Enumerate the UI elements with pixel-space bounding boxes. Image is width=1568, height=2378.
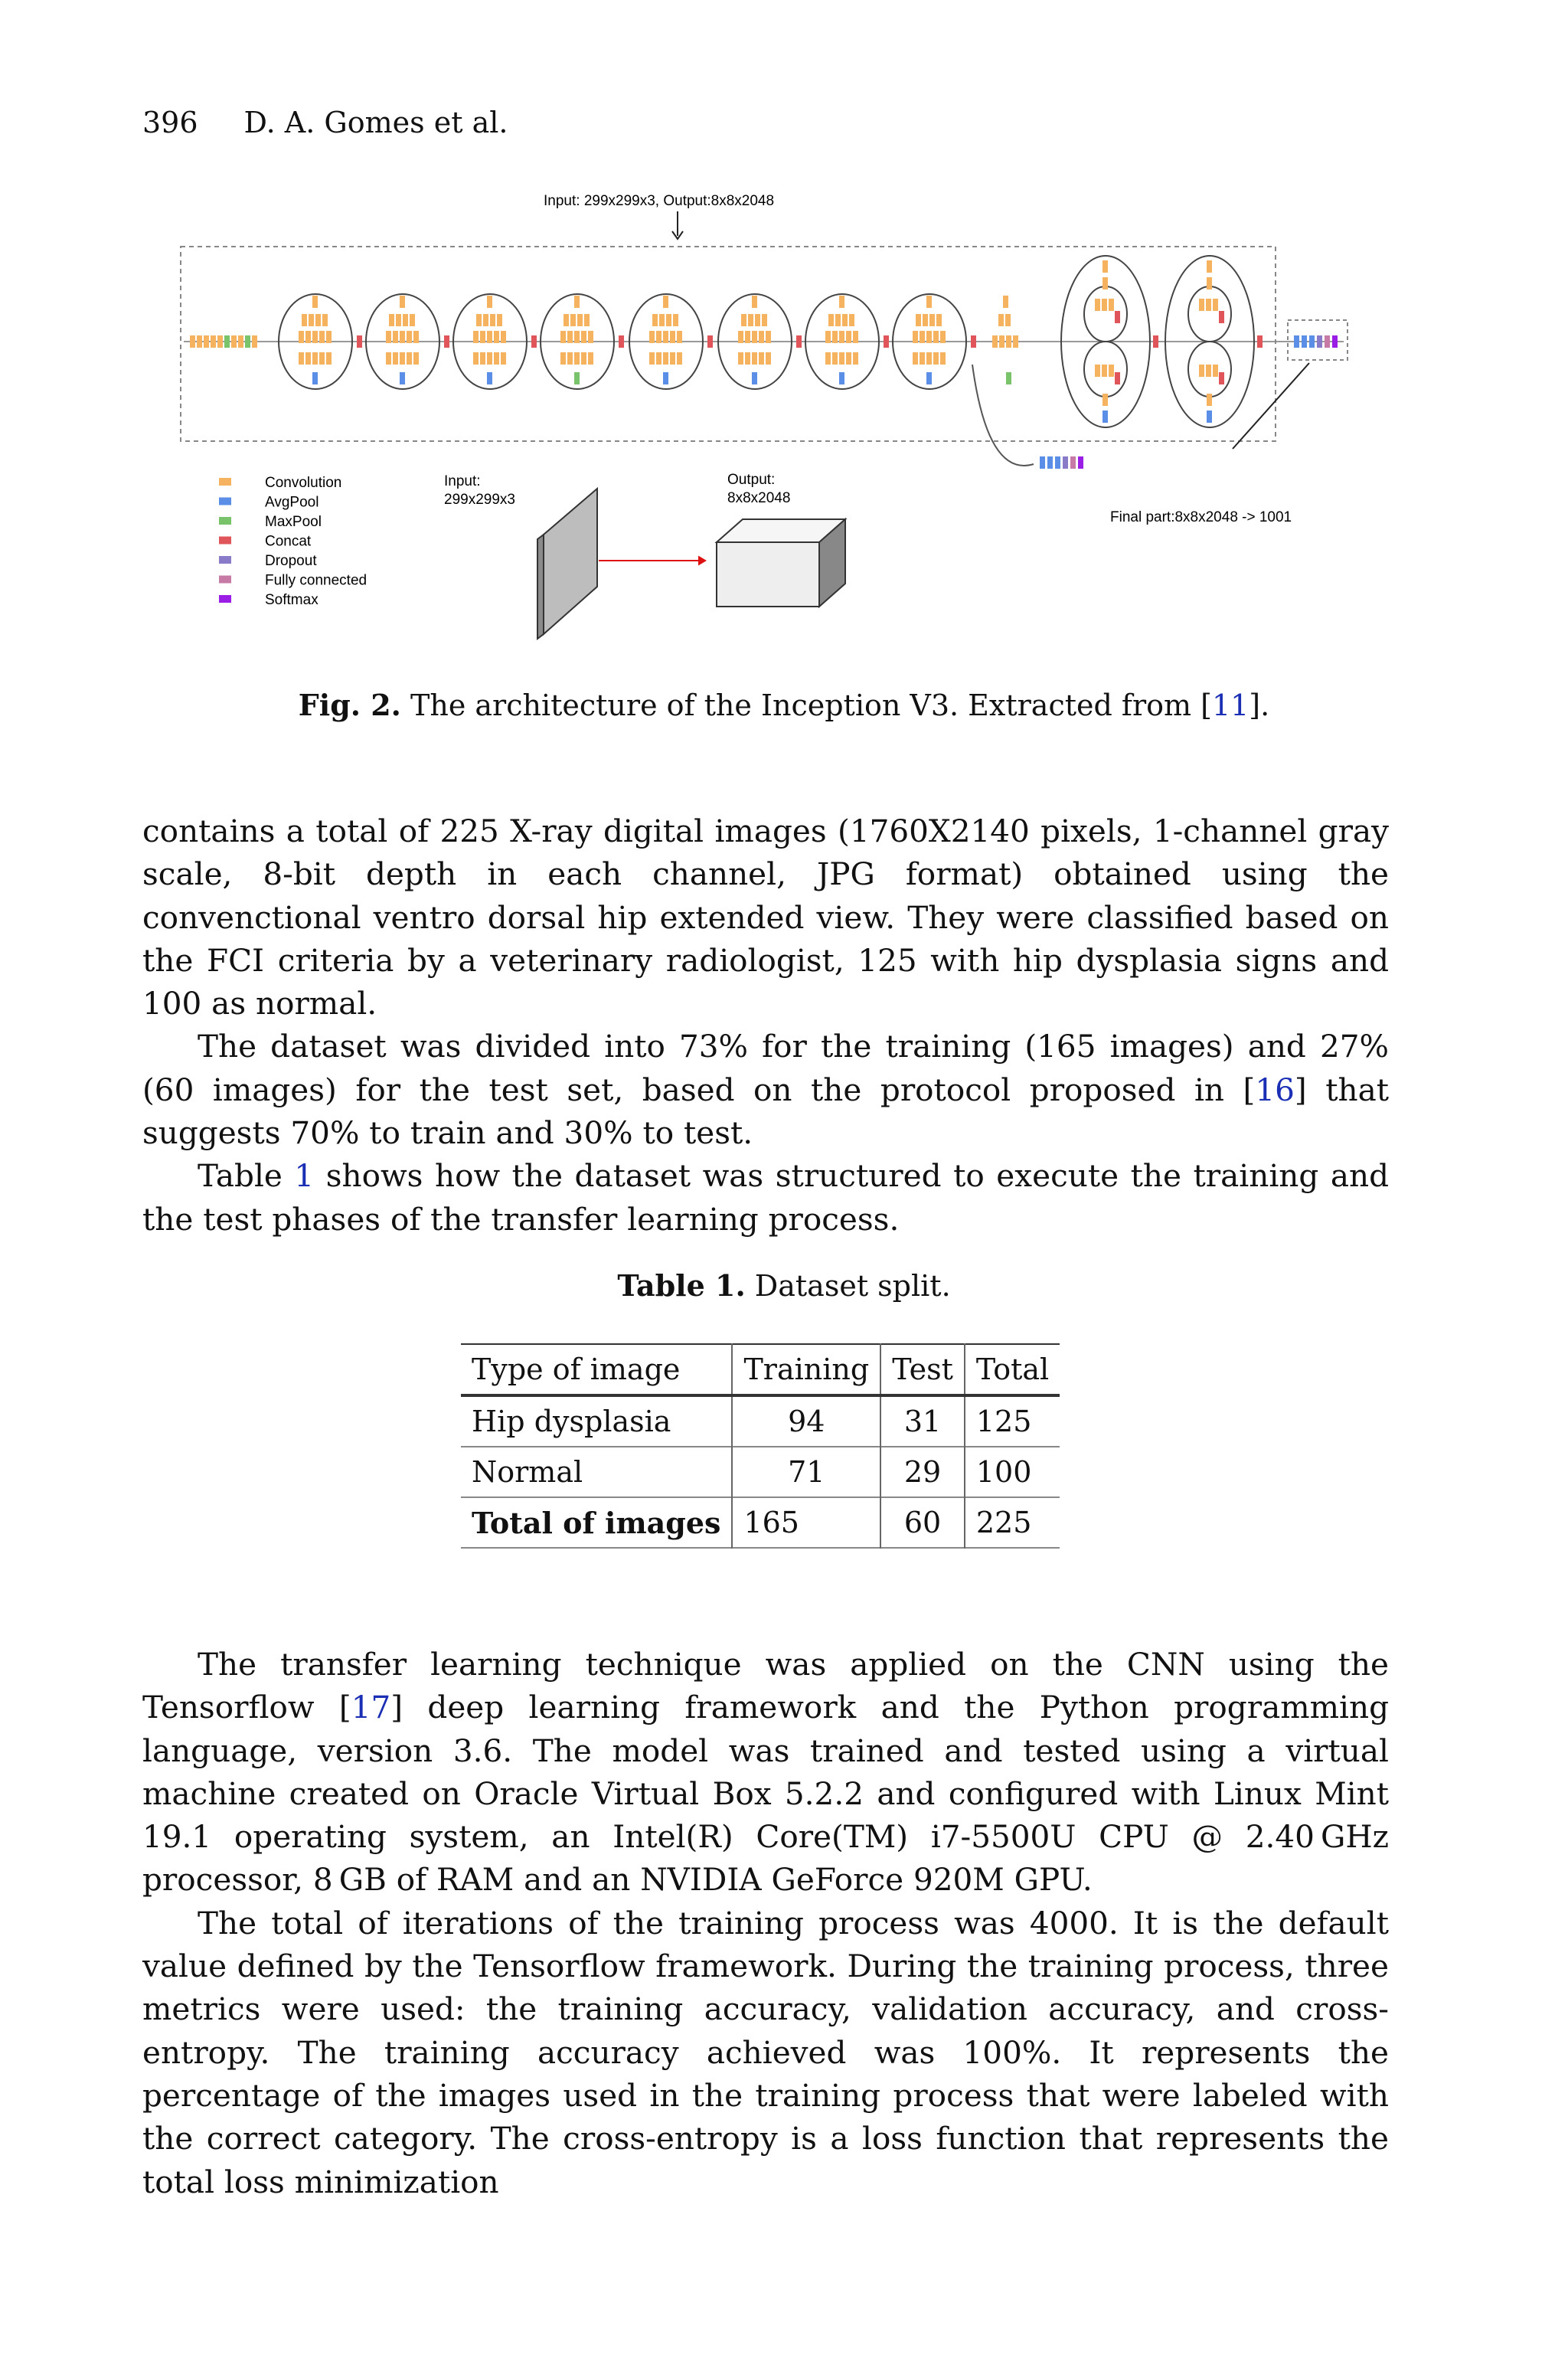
paragraph-dataset-division-text: The dataset was divided into 73% for the training (165 images) and 27% (60 images) for the test set, based on the protocol proposed in [ [142, 1028, 1389, 1108]
module-layer [315, 314, 321, 326]
large-module-pool [1207, 411, 1212, 423]
module-layer [305, 331, 311, 343]
output-box-front [717, 542, 819, 607]
module-layer [584, 314, 590, 326]
module-layer [309, 314, 314, 326]
module-layer [926, 352, 932, 365]
legend-label: Convolution [265, 475, 342, 491]
module-layer [396, 314, 401, 326]
module-layer [312, 296, 318, 308]
module-layer [319, 331, 325, 343]
module-layer [825, 352, 831, 365]
table-cell-training: 94 [732, 1395, 880, 1447]
table-row [461, 1395, 1060, 1447]
large-module-layer [1102, 277, 1108, 289]
module-layer [926, 331, 932, 343]
module-layer [673, 314, 678, 326]
module-concat [444, 335, 449, 348]
module-layer [849, 314, 854, 326]
module-layer [929, 314, 935, 326]
paragraph-table-reference-end: shows how the dataset was structured to execute the training and the test phases of the transfer learning process. [142, 1157, 1389, 1238]
module-layer [752, 352, 757, 365]
module-layer [825, 331, 831, 343]
module-layer [738, 352, 743, 365]
module-layer [853, 331, 858, 343]
legend-label: Dropout [265, 553, 317, 569]
module-layer [663, 352, 668, 365]
aux-layer [1070, 456, 1076, 469]
legend-swatch [219, 537, 231, 545]
module-layer [762, 314, 767, 326]
module-concat [619, 335, 624, 348]
stem-layer [238, 335, 243, 348]
final-part-label: Final part:8x8x2048 -> 1001 [1110, 509, 1292, 525]
citation-17[interactable]: 17 [351, 1689, 391, 1726]
legend-label: Fully connected [265, 572, 368, 589]
large-module-concat [1257, 335, 1263, 348]
module-layer [649, 331, 655, 343]
module-layer [923, 314, 928, 326]
aux-layer [1040, 456, 1045, 469]
large-module-layer [1109, 299, 1114, 311]
stem-layer [190, 335, 195, 348]
module-concat [971, 335, 976, 348]
module-layer [766, 331, 771, 343]
module-concat [796, 335, 802, 348]
paragraph-dataset-description: contains a total of 225 X-ray digital images (1760X2140 pixels, 1-channel gray scale, 8-bit depth in each channel, JPG format) obtained using the convenctional ventro dorsal hip extended view. They were classified based on the FCI criteria by a veterinary radiologist, 125 with hip dysplasia signs and 100 as normal. [142, 813, 1389, 1022]
aux-layer [1055, 456, 1060, 469]
final-layer [1317, 335, 1322, 348]
module-layer [567, 331, 573, 343]
large-module-layer [1102, 394, 1108, 406]
module-layer [497, 314, 502, 326]
large-module-concat [1153, 335, 1158, 348]
module-layer [581, 352, 586, 365]
module-layer [759, 352, 764, 365]
large-module-concat [1115, 372, 1120, 384]
large-module-concat [1115, 311, 1120, 323]
module-layer [933, 331, 939, 343]
module-layer [319, 352, 325, 365]
legend-label: Concat [265, 533, 312, 550]
module-pool [487, 372, 492, 384]
module-layer [759, 331, 764, 343]
reduction-layer [1005, 314, 1011, 326]
page-header [142, 106, 508, 139]
module-layer [920, 352, 925, 365]
module-layer [748, 314, 753, 326]
aux-layer [1047, 456, 1053, 469]
large-module-layer [1102, 365, 1107, 377]
module-layer [738, 331, 743, 343]
table-header-total: Total [965, 1344, 1060, 1395]
figure-caption-text: The architecture of the Inception V3. Extracted from [ [400, 689, 1212, 722]
reduction-layer [1006, 335, 1011, 348]
module-layer [413, 331, 419, 343]
table-cell-test: 29 [880, 1447, 965, 1497]
legend-label: MaxPool [265, 514, 322, 530]
module-pool [752, 372, 757, 384]
module-layer [670, 331, 675, 343]
module-layer [656, 352, 662, 365]
module-layer [407, 352, 412, 365]
module-layer [574, 352, 580, 365]
large-module-layer [1213, 299, 1218, 311]
legend-swatch [219, 478, 231, 486]
module-layer [588, 331, 593, 343]
module-pool [839, 372, 844, 384]
table-header-training: Training [732, 1344, 880, 1395]
large-module-pool [1102, 411, 1108, 423]
large-module-layer [1207, 260, 1212, 273]
paragraph-training-metrics: The total of iterations of the training process was 4000. It is the default value defined by the Tensorflow framework. During the training process, three metrics were used: the training accuracy, validation accuracy, and cross-entropy. The training accuracy achieved was 100%. It represents the percentage of the images used in the training process that were labeled with the correct category. The cross-entropy is a loss function that represents the total loss minimization [142, 1904, 1389, 2200]
module-pool [663, 372, 668, 384]
dataset-split-table [461, 1343, 1060, 1549]
stem-layer [224, 335, 230, 348]
network-dashed-frame [181, 247, 1276, 441]
module-layer [839, 296, 844, 308]
module-layer [302, 314, 307, 326]
module-layer [670, 352, 675, 365]
table-cell-training: 71 [732, 1447, 880, 1497]
legend-swatch [219, 576, 231, 584]
table-caption-text: Dataset split. [745, 1269, 951, 1303]
module-layer [501, 352, 506, 365]
large-module-layer [1207, 277, 1212, 289]
paragraph-setup-end: ] deep learning framework and the Python programming language, version 3.6. The model was trained and tested using a virtual machine created on Oracle Virtual Box 5.2.2 and configured with Linux Mint 19.1 operating system, an Intel(R) Core(TM) i7-5500U CPU @ 2.40 GHz processor, 8 GB of RAM and an NVIDIA GeForce 920M GPU. [142, 1689, 1389, 1899]
module-layer [913, 352, 918, 365]
module-layer [476, 314, 482, 326]
legend-label: AvgPool [265, 494, 319, 511]
large-module-layer [1102, 299, 1107, 311]
module-pool [312, 372, 318, 384]
module-layer [659, 314, 665, 326]
final-layer [1325, 335, 1330, 348]
paragraph-setup [142, 1643, 1389, 1902]
architecture-diagram [176, 188, 1355, 663]
stem-layer [245, 335, 250, 348]
module-layer [663, 331, 668, 343]
module-layer [652, 314, 658, 326]
module-concat [531, 335, 537, 348]
module-layer [483, 314, 488, 326]
module-layer [940, 331, 946, 343]
table-caption-label: Table 1. [617, 1268, 746, 1303]
large-module-layer [1213, 365, 1218, 377]
large-module-concat [1219, 311, 1224, 323]
module-layer [940, 352, 946, 365]
final-layer [1302, 335, 1307, 348]
module-layer [677, 331, 682, 343]
legend [219, 475, 367, 608]
table-cell-total: 125 [965, 1395, 1060, 1447]
module-layer [490, 314, 495, 326]
table-cell-total: 100 [965, 1447, 1060, 1497]
input-label-line1: Input: [444, 473, 481, 489]
citation-16[interactable]: 16 [1255, 1071, 1295, 1108]
module-layer [299, 352, 304, 365]
module-layer [560, 352, 566, 365]
module-layer [588, 352, 593, 365]
aux-branch-curve [972, 365, 1034, 466]
module-layer [839, 352, 844, 365]
reduction-layer [992, 335, 998, 348]
legend-swatch [219, 556, 231, 564]
module-layer [752, 296, 757, 308]
table-cell-type: Normal [472, 1455, 583, 1489]
input-slab-face [544, 489, 597, 634]
body-text-lower [142, 1643, 1389, 2203]
paragraph-setup-text: The transfer learning technique was applied on the CNN using the Tensorflow [ [142, 1646, 1389, 1726]
large-module-layer [1095, 299, 1100, 311]
module-layer [501, 331, 506, 343]
table-cell-type: Hip dysplasia [472, 1405, 671, 1438]
reduction-pool [1006, 372, 1011, 384]
input-label-line2: 299x299x3 [444, 492, 515, 508]
body-text-upper [142, 810, 1389, 1241]
module-layer [656, 331, 662, 343]
stem-layer [204, 335, 209, 348]
module-layer [480, 352, 485, 365]
legend-swatch [219, 498, 231, 505]
table-header-row [461, 1344, 1060, 1395]
module-pool [574, 372, 580, 384]
module-layer [666, 314, 671, 326]
module-layer [846, 331, 851, 343]
module-layer [480, 331, 485, 343]
stem-layer [217, 335, 223, 348]
paragraph-dataset-division-end: ] that suggests 70% to train and 30% to test. [142, 1071, 1389, 1152]
large-module-layer [1199, 299, 1204, 311]
final-layer [1332, 335, 1338, 348]
module-layer [299, 331, 304, 343]
legend-swatch [219, 595, 231, 603]
table-cell-type: Total of images [472, 1505, 721, 1540]
large-module-layer [1109, 365, 1114, 377]
large-module-layer [1199, 365, 1204, 377]
module-layer [842, 314, 848, 326]
table-cell-test: 60 [880, 1497, 965, 1548]
stem-layer [211, 335, 216, 348]
final-layer [1309, 335, 1315, 348]
module-layer [570, 314, 576, 326]
module-layer [567, 352, 573, 365]
table-row [461, 1497, 1060, 1548]
large-module-layer [1206, 365, 1211, 377]
page-number: 396 [142, 106, 198, 139]
large-module-layer [1102, 260, 1108, 273]
module-layer [487, 296, 492, 308]
reduction-layer [1003, 296, 1008, 308]
module-layer [828, 314, 834, 326]
aux-layer [1078, 456, 1083, 469]
large-module-inner [1084, 286, 1127, 342]
module-layer [473, 331, 479, 343]
legend-swatch [219, 517, 231, 525]
module-layer [386, 352, 391, 365]
module-layer [752, 331, 757, 343]
module-layer [494, 352, 499, 365]
module-layer [839, 331, 844, 343]
reduction-layer [999, 335, 1004, 348]
aux-layer [1063, 456, 1068, 469]
reduction-layer [998, 314, 1004, 326]
module-layer [832, 331, 838, 343]
module-layer [581, 331, 586, 343]
module-layer [913, 331, 918, 343]
module-layer [410, 314, 415, 326]
module-layer [326, 352, 332, 365]
module-layer [494, 331, 499, 343]
module-layer [400, 352, 405, 365]
module-layer [846, 352, 851, 365]
module-pool [926, 372, 932, 384]
module-layer [649, 352, 655, 365]
reduction-layer [1013, 335, 1018, 348]
module-layer [766, 352, 771, 365]
module-layer [745, 331, 750, 343]
module-layer [487, 331, 492, 343]
module-layer [920, 331, 925, 343]
large-module-concat [1219, 372, 1224, 384]
module-layer [386, 331, 391, 343]
network-blocks [184, 256, 1344, 469]
paragraph-table-reference [142, 1154, 1389, 1241]
module-layer [322, 314, 328, 326]
final-arrow [1233, 363, 1309, 449]
large-module-layer [1095, 365, 1100, 377]
module-layer [312, 352, 318, 365]
large-module-inner [1188, 286, 1231, 342]
module-layer [389, 314, 394, 326]
module-layer [663, 296, 668, 308]
module-layer [400, 296, 405, 308]
module-layer [926, 296, 932, 308]
stem-layer [231, 335, 237, 348]
table-cell-training: 165 [732, 1497, 880, 1548]
module-layer [933, 352, 939, 365]
table-1-reference[interactable]: 1 [294, 1157, 315, 1195]
module-layer [835, 314, 841, 326]
module-layer [745, 352, 750, 365]
module-layer [400, 331, 405, 343]
module-concat [707, 335, 713, 348]
red-arrow-head [698, 556, 706, 565]
output-label-line1: Output: [727, 472, 776, 488]
module-layer [473, 352, 479, 365]
module-layer [407, 331, 412, 343]
module-layer [564, 314, 569, 326]
module-layer [741, 314, 746, 326]
module-layer [403, 314, 408, 326]
module-layer [312, 331, 318, 343]
module-layer [755, 314, 760, 326]
module-layer [677, 352, 682, 365]
table-cell-test: 31 [880, 1395, 965, 1447]
module-pool [400, 372, 405, 384]
module-layer [413, 352, 419, 365]
table-header-type: Type of image [472, 1353, 681, 1386]
module-layer [326, 331, 332, 343]
output-label-line2: 8x8x2048 [727, 490, 791, 506]
module-layer [853, 352, 858, 365]
stem-layer [252, 335, 257, 348]
module-layer [577, 314, 583, 326]
table-row [461, 1447, 1060, 1497]
table-cell-total: 225 [965, 1497, 1060, 1548]
module-layer [574, 296, 580, 308]
module-layer [393, 352, 398, 365]
module-layer [916, 314, 921, 326]
figure-caption-end: ]. [1249, 689, 1270, 722]
figure-caption [0, 688, 1568, 722]
legend-label: Softmax [265, 592, 318, 608]
module-layer [305, 352, 311, 365]
module-layer [393, 331, 398, 343]
table-header-test: Test [880, 1344, 965, 1395]
module-layer [487, 352, 492, 365]
stem-layer [197, 335, 202, 348]
module-concat [357, 335, 362, 348]
module-layer [560, 331, 566, 343]
large-module-layer [1206, 299, 1211, 311]
large-module-layer [1207, 394, 1212, 406]
inception-v3-architecture-figure [176, 188, 1355, 663]
paragraph-table-reference-text: Table [198, 1157, 295, 1195]
module-layer [832, 352, 838, 365]
running-authors: D. A. Gomes et al. [243, 106, 508, 139]
module-layer [936, 314, 942, 326]
final-layer [1294, 335, 1299, 348]
input-slab-side [537, 535, 544, 639]
module-layer [574, 331, 580, 343]
paragraph-dataset-division [142, 1025, 1389, 1154]
top-label: Input: 299x299x3, Output:8x8x2048 [544, 193, 775, 209]
figure-caption-label: Fig. 2. [298, 688, 401, 722]
module-concat [884, 335, 889, 348]
table-caption [0, 1268, 1568, 1303]
figure-caption-citation[interactable]: 11 [1211, 689, 1250, 722]
